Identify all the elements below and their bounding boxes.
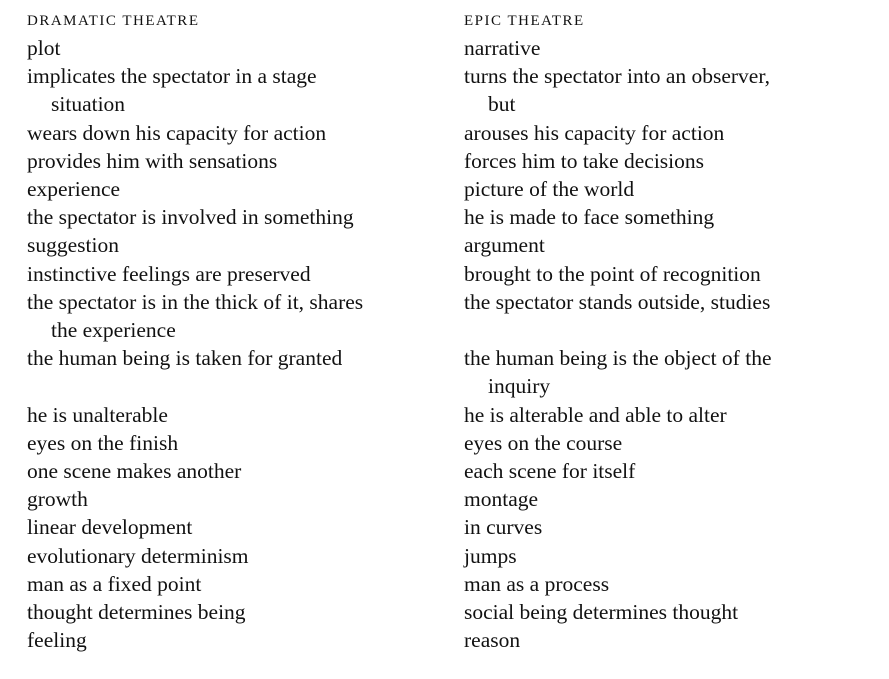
epic-theatre-item	[464, 457, 874, 485]
item-text: the spectator is in the thick of it, shares	[27, 289, 364, 314]
dramatic-theatre-item	[27, 401, 447, 429]
item-text: each scene for itself	[464, 459, 636, 484]
dramatic-theatre-item	[27, 147, 447, 175]
item-text: he is alterable and able to alter	[464, 402, 727, 427]
item-text: the spectator is involved in something	[27, 205, 354, 230]
dramatic-theatre-item	[27, 62, 447, 118]
item-text: the human being is taken for granted	[27, 346, 343, 371]
epic-theatre-item	[464, 570, 874, 598]
item-continuation: situation	[51, 92, 126, 117]
dramatic-theatre-item	[27, 570, 447, 598]
item-text: social being determines thought	[464, 600, 739, 625]
epic-theatre-item	[464, 288, 874, 344]
item-text: forces him to take decisions	[464, 148, 705, 173]
item-text: man as a fixed point	[27, 571, 202, 596]
item-text: man as a process	[464, 571, 610, 596]
epic-theatre-item	[464, 542, 874, 570]
epic-theatre-item	[464, 34, 874, 62]
item-text: feeling	[27, 628, 87, 653]
item-text: growth	[27, 487, 88, 512]
dramatic-theatre-item	[27, 542, 447, 570]
dramatic-theatre-item	[27, 513, 447, 541]
epic-theatre-column	[464, 8, 874, 654]
dramatic-theatre-item	[27, 344, 447, 400]
dramatic-theatre-item	[27, 119, 447, 147]
epic-theatre-item	[464, 119, 874, 147]
item-text: he is made to face something	[464, 205, 715, 230]
dramatic-theatre-item	[27, 457, 447, 485]
epic-theatre-item	[464, 485, 874, 513]
item-text: montage	[464, 487, 539, 512]
item-text: turns the spectator into an observer,	[464, 64, 771, 89]
dramatic-theatre-item	[27, 260, 447, 288]
item-text: plot	[27, 36, 61, 60]
epic-theatre-item	[464, 62, 874, 118]
item-text: suggestion	[27, 233, 119, 258]
item-text: he is unalterable	[27, 402, 168, 427]
item-text: the spectator stands outside, studies	[464, 289, 771, 314]
epic-theatre-list	[464, 34, 874, 654]
item-continuation	[464, 316, 874, 344]
dramatic-theatre-item	[27, 429, 447, 457]
item-text: reason	[464, 628, 521, 653]
item-text: one scene makes another	[27, 459, 242, 484]
item-text: linear development	[27, 515, 193, 540]
epic-theatre-item	[464, 147, 874, 175]
item-text: brought to the point of recognition	[464, 261, 761, 286]
epic-theatre-header: EPIC THEATRE	[464, 13, 585, 29]
dramatic-theatre-item	[27, 626, 447, 654]
item-text: argument	[464, 233, 545, 258]
epic-theatre-item	[464, 626, 874, 654]
item-continuation	[27, 372, 447, 400]
dramatic-theatre-header: DRAMATIC THEATRE	[27, 13, 200, 29]
dramatic-theatre-item	[27, 485, 447, 513]
item-text: arouses his capacity for action	[464, 120, 725, 145]
item-text: instinctive feelings are preserved	[27, 261, 311, 286]
epic-theatre-item	[464, 203, 874, 231]
item-text: narrative	[464, 36, 541, 60]
dramatic-theatre-item	[27, 598, 447, 626]
item-text: eyes on the finish	[27, 430, 179, 455]
dramatic-theatre-list	[27, 34, 447, 654]
epic-theatre-item	[464, 429, 874, 457]
epic-theatre-item	[464, 175, 874, 203]
dramatic-theatre-column	[27, 8, 447, 654]
item-continuation: the experience	[51, 318, 176, 343]
epic-theatre-item	[464, 231, 874, 259]
item-text: eyes on the course	[464, 430, 623, 455]
item-text: wears down his capacity for action	[27, 120, 327, 145]
epic-theatre-item	[464, 260, 874, 288]
epic-theatre-item	[464, 513, 874, 541]
epic-theatre-item	[464, 598, 874, 626]
item-text: thought determines being	[27, 600, 246, 625]
dramatic-theatre-item	[27, 203, 447, 231]
dramatic-theatre-item	[27, 175, 447, 203]
dramatic-theatre-item	[27, 231, 447, 259]
item-text: picture of the world	[464, 177, 635, 202]
epic-theatre-item	[464, 401, 874, 429]
item-continuation: but	[488, 92, 516, 117]
item-text: jumps	[464, 543, 517, 568]
epic-theatre-item	[464, 344, 874, 400]
item-text: implicates the spectator in a stage	[27, 64, 317, 89]
item-text: provides him with sensations	[27, 148, 278, 173]
dramatic-theatre-item	[27, 288, 447, 344]
item-text: experience	[27, 177, 121, 202]
item-text: in curves	[464, 515, 543, 540]
item-text: the human being is the object of the	[464, 346, 772, 371]
item-continuation: inquiry	[488, 374, 551, 399]
dramatic-theatre-item	[27, 34, 447, 62]
item-text: evolutionary determinism	[27, 543, 249, 568]
